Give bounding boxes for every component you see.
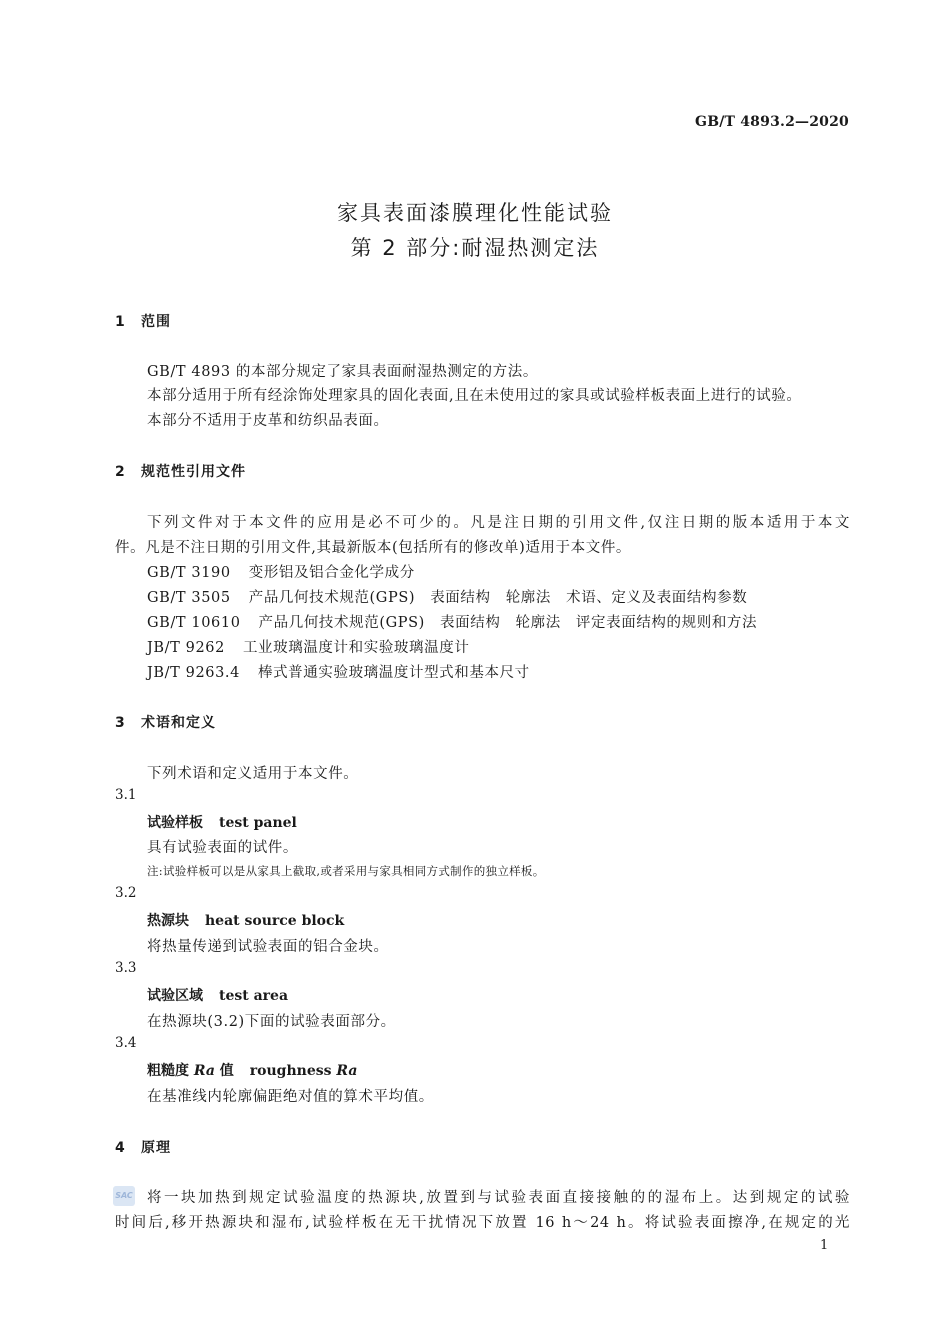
reference-title: 棒式普通实验玻璃温度计型式和基本尺寸: [257, 665, 530, 681]
section-4-heading: [115, 1137, 171, 1157]
scope-paragraph-3: 本部分不适用于皮革和纺织品表面。: [147, 413, 389, 429]
reference-code: GB/T 10610: [147, 615, 241, 631]
section-3-heading: [115, 712, 216, 732]
document-subtitle: 第 2 部分:耐湿热测定法: [350, 236, 600, 260]
reference-title: 工业玻璃温度计和实验玻璃温度计: [242, 640, 470, 656]
reference-item: [147, 586, 747, 607]
section-title: 规范性引用文件: [141, 464, 246, 480]
section-title: 范围: [141, 314, 171, 330]
section-number: 1: [115, 314, 126, 330]
reference-code: JB/T 9262: [147, 640, 225, 656]
term-definition: 具有试验表面的试件。: [147, 840, 298, 856]
section-1-heading: [115, 311, 171, 331]
principle-line-2: 时间后,移开热源块和湿布,试验样板在无干扰情况下放置 16 h～24 h。将试验表面擦净,在规定的光: [115, 1215, 850, 1231]
term-en: heat source block: [205, 913, 345, 929]
term-en: roughness: [249, 1063, 332, 1079]
term-definition: 在热源块(3.2)下面的试验表面部分。: [147, 1014, 396, 1030]
clause-number: 3.3: [115, 960, 137, 976]
term-note: 注:试验样板可以是从家具上截取,或者采用与家具相同方式制作的独立样板。: [147, 864, 545, 878]
term-symbol: Ra: [193, 1063, 215, 1079]
clause-number: 3.4: [115, 1035, 137, 1051]
normative-intro-line-2: 件。凡是不注日期的引用文件,其最新版本(包括所有的修改单)适用于本文件。: [115, 540, 632, 556]
sac-watermark-icon: SAC: [113, 1186, 135, 1206]
document-title: 家具表面漆膜理化性能试验: [337, 201, 613, 225]
section-number: 3: [115, 715, 126, 731]
reference-item: [147, 661, 530, 682]
reference-code: JB/T 9263.4: [147, 665, 240, 681]
reference-title: 产品几何技术规范(GPS) 表面结构 轮廓法 术语、定义及表面结构参数: [248, 590, 748, 606]
term-zh: 试验区域: [147, 988, 203, 1004]
clause-number: 3.1: [115, 787, 137, 803]
reference-code: GB/T 3190: [147, 565, 231, 581]
terms-intro: 下列术语和定义适用于本文件。: [147, 766, 359, 782]
section-number: 2: [115, 464, 126, 480]
term-zh: 粗糙度: [147, 1063, 189, 1079]
reference-item: [147, 611, 757, 632]
normative-intro-line-1: 下列文件对于本文件的应用是必不可少的。凡是注日期的引用文件,仅注日期的版本适用于本文: [147, 515, 850, 531]
term-en: test area: [219, 988, 289, 1004]
scope-paragraph-2: 本部分适用于所有经涂饰处理家具的固化表面,且在未使用过的家具或试验样板表面上进行的试验。: [147, 388, 802, 404]
term-zh: 热源块: [147, 913, 189, 929]
term-zh-tail: 值: [219, 1063, 234, 1079]
standard-code: GB/T 4893.2—2020: [695, 114, 849, 130]
section-2-heading: [115, 461, 246, 481]
term-zh: 试验样板: [147, 815, 203, 831]
term-definition: 将热量传递到试验表面的铝合金块。: [147, 939, 389, 955]
term-en: test panel: [219, 815, 297, 831]
section-title: 术语和定义: [141, 715, 216, 731]
reference-title: 产品几何技术规范(GPS) 表面结构 轮廓法 评定表面结构的规则和方法: [258, 615, 758, 631]
term-heading: [147, 1060, 357, 1080]
reference-item: [147, 636, 469, 657]
term-definition: 在基准线内轮廓偏距绝对值的算术平均值。: [147, 1089, 434, 1105]
term-en-symbol: Ra: [336, 1063, 358, 1079]
section-title: 原理: [141, 1140, 171, 1156]
principle-line-1: 将一块加热到规定试验温度的热源块,放置到与试验表面直接接触的的湿布上。达到规定的试验: [147, 1190, 850, 1206]
reference-title: 变形铝及铝合金化学成分: [248, 565, 415, 581]
reference-item: [147, 561, 415, 582]
clause-number: 3.2: [115, 885, 137, 901]
page-number: 1: [820, 1238, 829, 1253]
term-heading: [147, 910, 344, 930]
scope-paragraph-1: GB/T 4893 的本部分规定了家具表面耐湿热测定的方法。: [147, 364, 538, 380]
term-heading: [147, 985, 288, 1005]
term-heading: [147, 812, 297, 832]
section-number: 4: [115, 1140, 126, 1156]
reference-code: GB/T 3505: [147, 590, 231, 606]
